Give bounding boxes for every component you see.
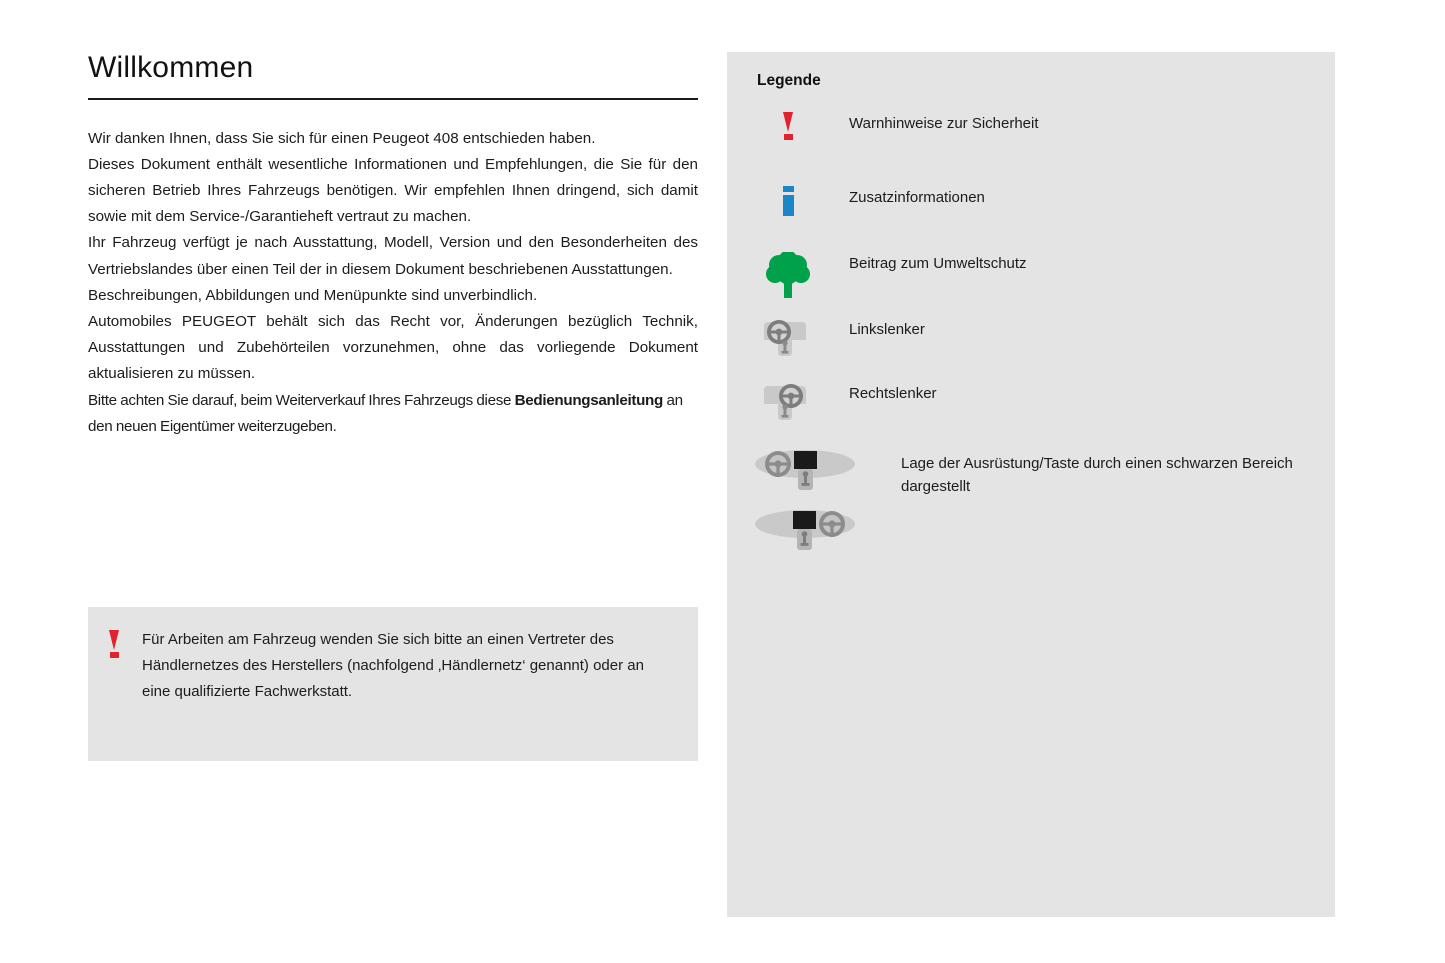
legend-icon-cell bbox=[727, 380, 849, 426]
steering-wheel-left-icon bbox=[762, 318, 814, 362]
welcome-content bbox=[88, 52, 698, 440]
safety-warning-box bbox=[88, 607, 698, 761]
legend-item-label: Beitrag zum Umweltschutz bbox=[849, 255, 1027, 272]
legend-panel bbox=[727, 52, 1335, 917]
dashboard-right-hand-drive-icon bbox=[753, 506, 857, 558]
page-title: Willkommen bbox=[88, 51, 254, 84]
warning-icon-slot bbox=[108, 627, 142, 705]
legend-title: Legende bbox=[757, 72, 821, 89]
resale-notice bbox=[88, 388, 698, 440]
intro-paragraph-5: Automobiles PEUGEOT behält sich das Recht vor, Änderungen bezüglich Technik, Ausstattungen und Zubehörteilen vorzunehmen, ohne das vorliegende Dokument aktualisieren zu müssen. bbox=[88, 312, 698, 383]
intro-paragraph-3: Ihr Fahrzeug verfügt je nach Ausstattung, Modell, Version und den Besonderheiten des Vertriebslandes über einen Teil der in diesem Dokument beschriebenen Ausstattungen. bbox=[88, 234, 698, 278]
legend-icon-cell bbox=[727, 110, 849, 140]
intro-paragraph-4: Beschreibungen, Abbildungen und Menüpunkte sind unverbindlich. bbox=[88, 286, 538, 304]
legend-item-label: Lage der Ausrüstung/Taste durch einen schwarzen Bereich dargestellt bbox=[901, 455, 1293, 495]
legend-item-label: Rechtslenker bbox=[849, 385, 937, 402]
resale-notice-emphasis: Bedienungsanleitung bbox=[514, 391, 663, 409]
exclamation-icon bbox=[108, 630, 120, 658]
legend-icon-cell bbox=[727, 316, 849, 362]
legend-icon-cell bbox=[727, 250, 849, 300]
resale-notice-tail: an den neuen Eigentümer weiterzugeben. bbox=[88, 391, 683, 435]
exclamation-icon bbox=[782, 112, 794, 140]
tree-icon bbox=[766, 252, 810, 300]
legend-item-left-hand-drive bbox=[727, 316, 1335, 368]
legend-item-label: Warnhinweise zur Sicherheit bbox=[849, 115, 1039, 132]
legend-item-environment bbox=[727, 250, 1335, 302]
intro-paragraph-2: Dieses Dokument enthält wesentliche Informationen und Empfehlungen, die Sie für den sicheren Betrieb Ihres Fahrzeugs benötigen. Wir empfehlen Ihnen dringend, sich damit sowie mit dem Service-/Garantieheft vertraut zu machen. bbox=[88, 155, 698, 226]
legend-item-safety-warning bbox=[727, 110, 1335, 162]
legend-icon-cell bbox=[727, 504, 901, 558]
dashboard-left-hand-drive-icon bbox=[753, 446, 857, 498]
legend-icon-cell bbox=[727, 184, 849, 216]
legend-item-black-zone-right bbox=[727, 504, 1335, 558]
info-icon bbox=[783, 186, 794, 216]
legend-list bbox=[727, 98, 1335, 558]
title-divider bbox=[88, 98, 698, 100]
legend-item-right-hand-drive bbox=[727, 380, 1335, 432]
legend-item-additional-info bbox=[727, 184, 1335, 236]
legend-item-label: Zusatzinformationen bbox=[849, 189, 985, 206]
warning-text: Für Arbeiten am Fahrzeug wenden Sie sich bitte an einen Vertreter des Händlernetzes des Herstellers (nachfolgend ‚Händlernetz‘ genannt) oder an eine qualifizierte Fachwerkstatt. bbox=[142, 631, 644, 700]
intro-paragraph-1: Wir danken Ihnen, dass Sie sich für einen Peugeot 408 entschieden haben. bbox=[88, 129, 596, 147]
legend-item-label: Linkslenker bbox=[849, 321, 925, 338]
resale-notice-lead: Bitte achten Sie darauf, beim Weiterverkauf Ihres Fahrzeugs diese bbox=[88, 391, 515, 409]
steering-wheel-right-icon bbox=[762, 382, 814, 426]
legend-icon-cell bbox=[727, 444, 901, 498]
legend-item-black-zone-left bbox=[727, 444, 1335, 498]
